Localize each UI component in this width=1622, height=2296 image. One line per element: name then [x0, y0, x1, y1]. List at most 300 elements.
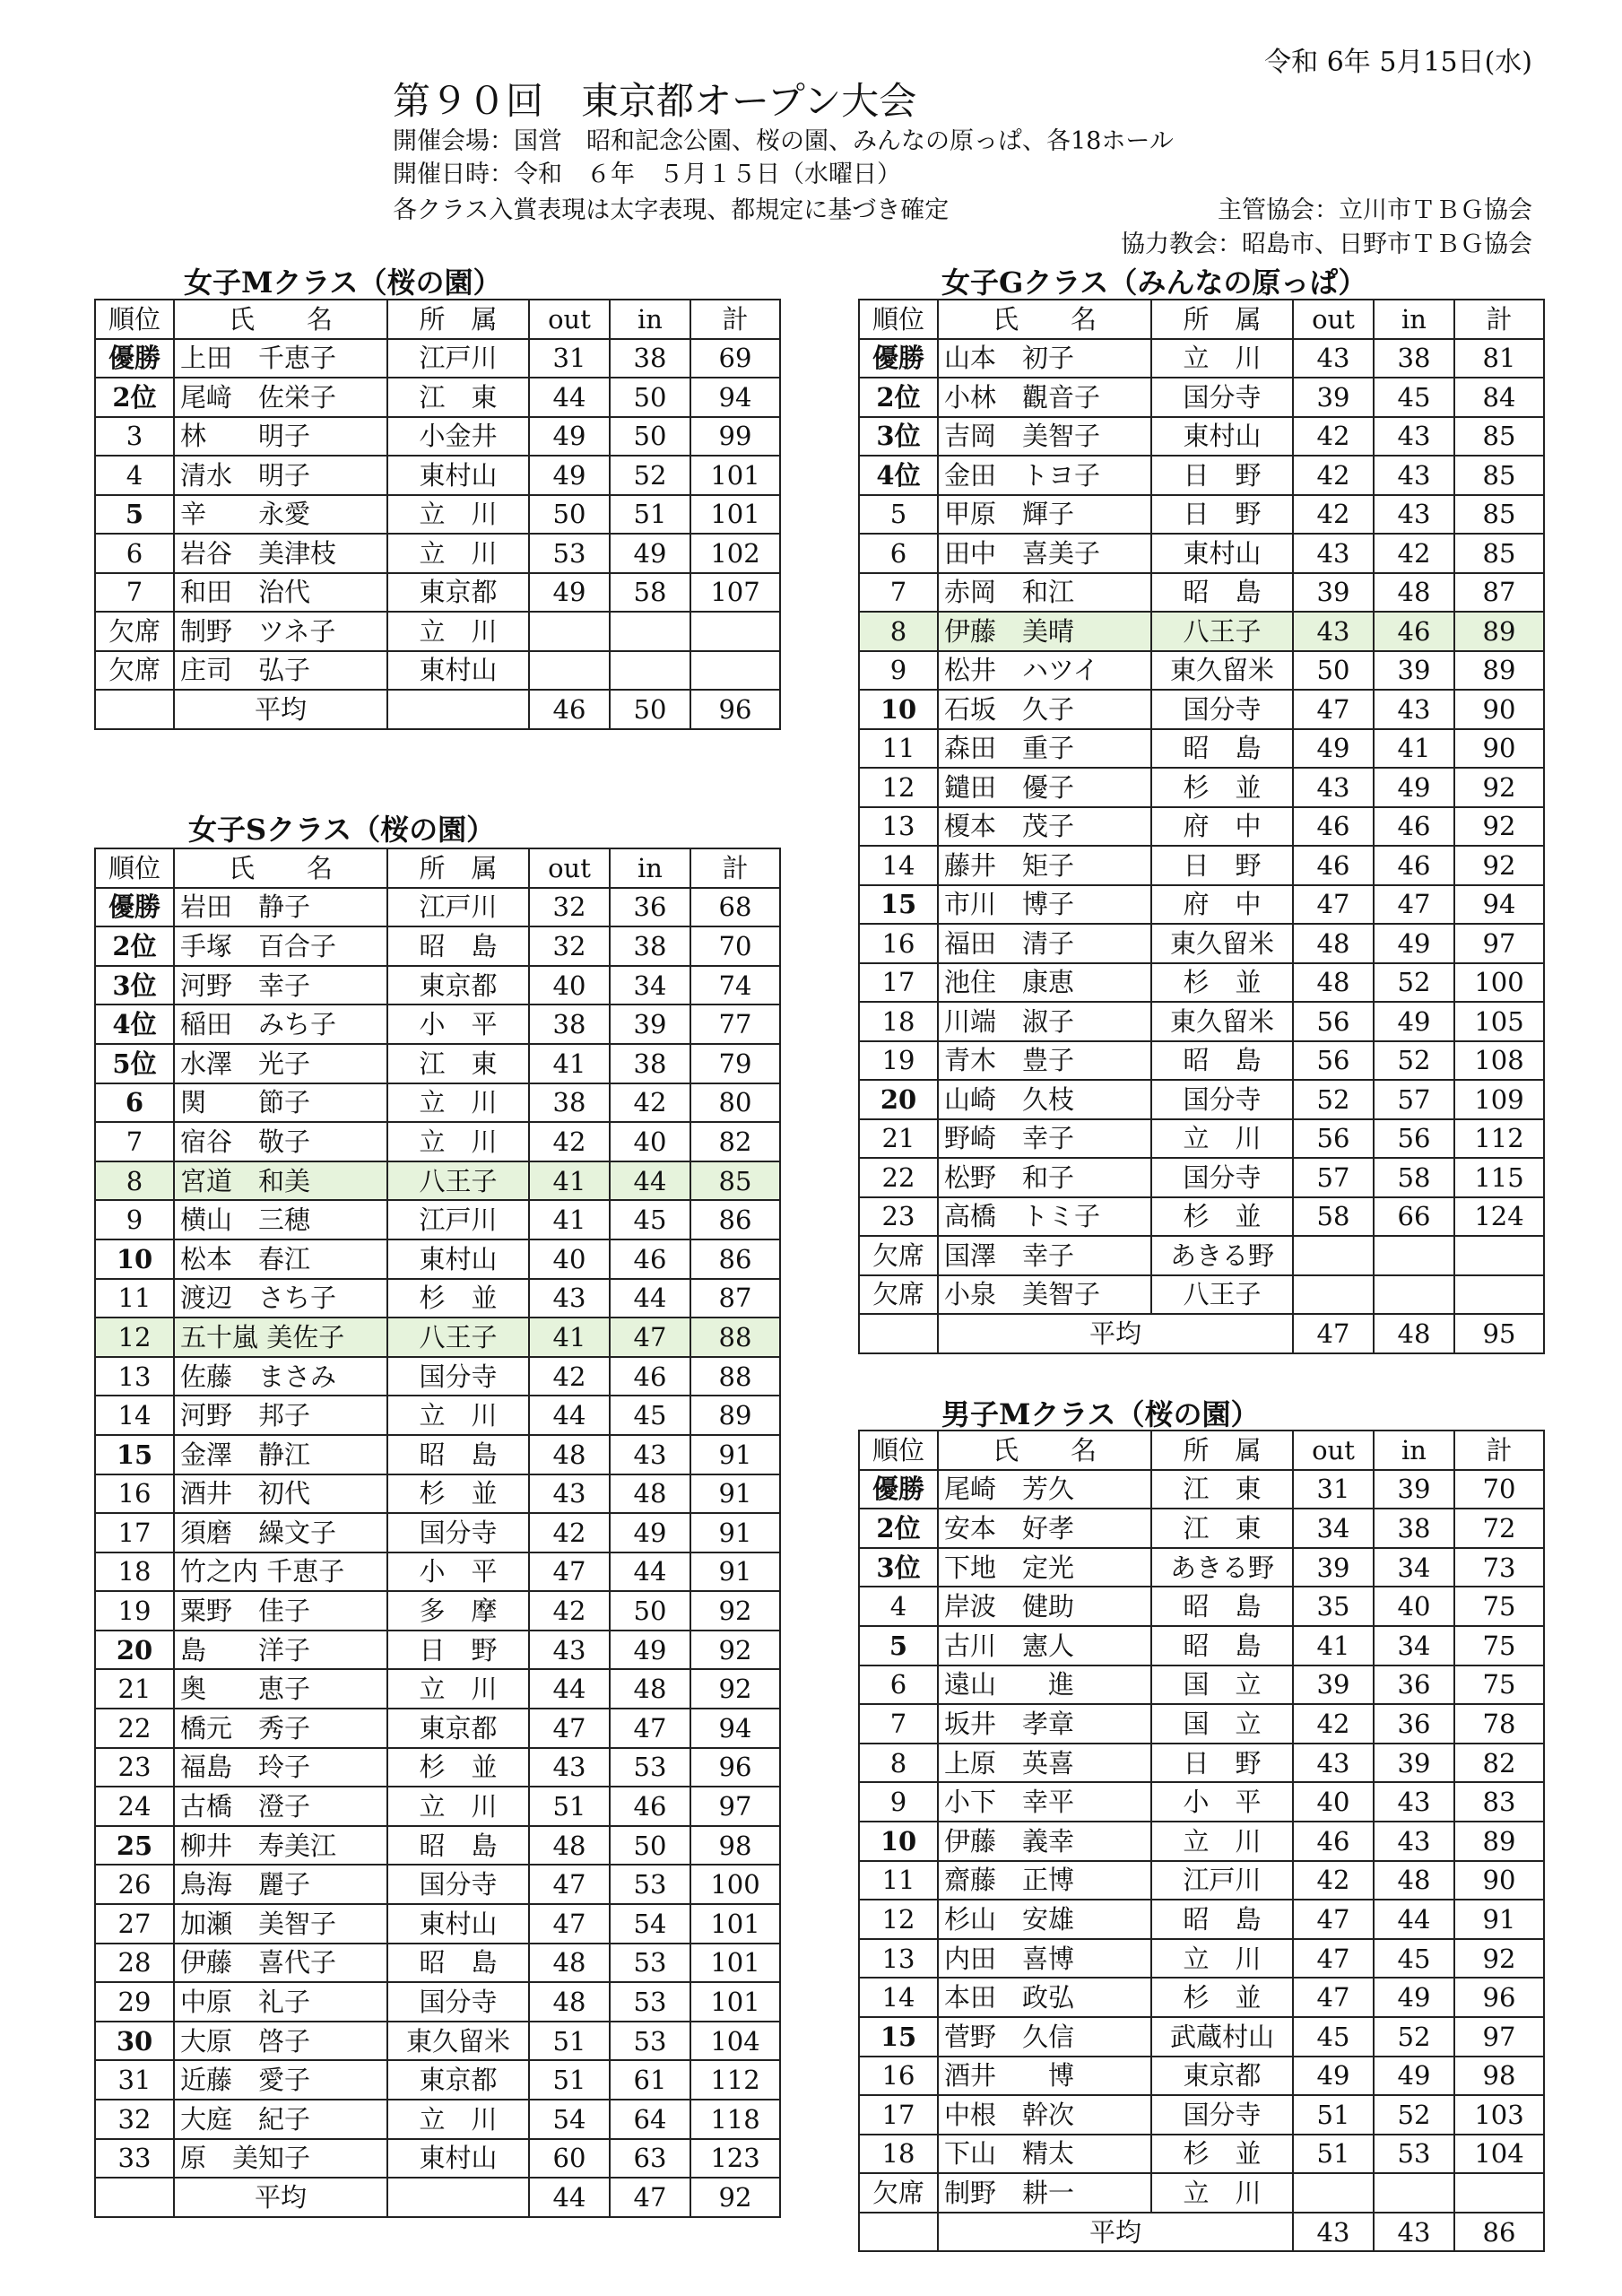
affiliation-cell: 昭 島 [387, 1944, 529, 1983]
name-cell: 青木 豊子 [938, 1041, 1151, 1081]
in-cell: 38 [1374, 1509, 1454, 1548]
rank-cell: 欠席 [859, 1236, 938, 1275]
rank-cell: 12 [859, 768, 938, 807]
name-cell: 粟野 佳子 [174, 1591, 387, 1631]
in-cell: 38 [1374, 339, 1454, 378]
rank-header: 順位 [95, 848, 174, 888]
rank-cell: 4位 [859, 456, 938, 495]
name-cell: 尾崎 芳久 [938, 1470, 1151, 1509]
affiliation-cell: 国 立 [1151, 1704, 1293, 1744]
out-cell: 48 [529, 1982, 610, 2022]
rank-cell: 欠席 [859, 1275, 938, 1315]
table-row [95, 1161, 780, 1201]
total-cell: 91 [1454, 1900, 1544, 1939]
total-cell: 102 [690, 534, 780, 573]
affiliation-cell: 八王子 [387, 1161, 529, 1201]
affiliation-cell: 杉 並 [1151, 963, 1293, 1003]
rank-cell: 9 [859, 1782, 938, 1822]
name-cell: 古橋 澄子 [174, 1787, 387, 1826]
rank-cell: 9 [859, 651, 938, 691]
total-cell: 85 [1454, 495, 1544, 535]
table-row [859, 456, 1544, 495]
table-row [95, 966, 780, 1005]
total-header: 計 [1454, 1431, 1544, 1470]
average-out: 46 [529, 690, 610, 729]
out-cell: 44 [529, 378, 610, 417]
in-cell: 56 [1374, 1119, 1454, 1159]
table-row [859, 1080, 1544, 1119]
in-cell: 39 [1374, 1744, 1454, 1783]
name-cell: 高橋 トミ子 [938, 1197, 1151, 1237]
table-row [95, 1787, 780, 1826]
table-row [859, 378, 1544, 417]
in-cell: 63 [610, 2139, 690, 2179]
table-row [859, 1626, 1544, 1665]
in-cell: 36 [1374, 1665, 1454, 1705]
out-cell: 46 [1293, 1822, 1374, 1861]
out-cell: 38 [529, 1083, 610, 1123]
name-cell: 柳井 寿美江 [174, 1826, 387, 1866]
name-cell: 野崎 幸子 [938, 1119, 1151, 1159]
in-cell: 39 [1374, 651, 1454, 691]
out-cell: 35 [1293, 1587, 1374, 1626]
average-blank-cell [95, 690, 174, 729]
in-cell: 43 [1374, 690, 1454, 729]
name-cell: 坂井 孝章 [938, 1704, 1151, 1744]
affiliation-cell: 昭 島 [1151, 1041, 1293, 1081]
total-cell: 84 [1454, 378, 1544, 417]
rank-header: 順位 [859, 1431, 938, 1470]
rank-cell: 11 [859, 729, 938, 769]
out-cell: 47 [529, 1865, 610, 1904]
name-cell: 橋元 秀子 [174, 1709, 387, 1748]
name-cell: 池住 康恵 [938, 963, 1151, 1003]
in-cell: 51 [610, 495, 690, 535]
table-row [95, 1318, 780, 1357]
table-row [859, 534, 1544, 573]
affiliation-cell: 日 野 [1151, 846, 1293, 885]
rank-cell: 優勝 [859, 1470, 938, 1509]
table-row [859, 1900, 1544, 1939]
affiliation-cell: 江 東 [387, 1044, 529, 1083]
total-cell: 91 [690, 1435, 780, 1474]
in-cell: 46 [1374, 807, 1454, 847]
average-row [859, 1314, 1544, 1353]
total-cell: 101 [690, 1944, 780, 1983]
in-cell [610, 651, 690, 691]
header-row [95, 848, 780, 888]
average-label: 平均 [174, 690, 387, 729]
affiliation-header: 所 属 [387, 300, 529, 339]
total-cell: 115 [1454, 1158, 1544, 1197]
in-header: in [610, 848, 690, 888]
average-row [95, 690, 780, 729]
name-cell: 小下 幸平 [938, 1782, 1151, 1822]
table-row [95, 1826, 780, 1866]
total-cell: 92 [1454, 768, 1544, 807]
name-cell: 本田 政弘 [938, 1978, 1151, 2017]
table-row [95, 1044, 780, 1083]
affiliation-header: 所 属 [1151, 1431, 1293, 1470]
affiliation-cell: 国 立 [1151, 1665, 1293, 1705]
out-cell: 38 [529, 1004, 610, 1044]
out-cell: 43 [1293, 612, 1374, 651]
table-row [859, 2135, 1544, 2174]
table-row [859, 1470, 1544, 1509]
rank-cell: 2位 [95, 378, 174, 417]
out-cell: 47 [529, 1709, 610, 1748]
out-cell: 52 [1293, 1080, 1374, 1119]
in-cell: 48 [610, 1474, 690, 1514]
table-row [859, 651, 1544, 691]
table-row [859, 1119, 1544, 1159]
out-cell: 44 [529, 1669, 610, 1709]
rank-cell: 32 [95, 2100, 174, 2139]
table-row [859, 1002, 1544, 1041]
in-header: in [1374, 1431, 1454, 1470]
average-label: 平均 [174, 2178, 387, 2217]
table-row [95, 1944, 780, 1983]
in-cell: 36 [610, 888, 690, 927]
affiliation-cell: 東久留米 [387, 2022, 529, 2061]
name-cell: 原 美知子 [174, 2139, 387, 2179]
affiliation-cell: 杉 並 [387, 1279, 529, 1318]
rank-cell: 4位 [95, 1004, 174, 1044]
affiliation-cell: 国分寺 [1151, 378, 1293, 417]
affiliation-cell: 東村山 [387, 1904, 529, 1944]
total-cell: 73 [1454, 1548, 1544, 1587]
name-header: 氏 名 [938, 300, 1151, 339]
out-cell: 51 [1293, 2095, 1374, 2135]
cooperation-line: 協力教会：昭島市、日野市ＴＢＧ協会 [1121, 230, 1532, 258]
out-cell: 43 [1293, 534, 1374, 573]
in-cell: 52 [1374, 2017, 1454, 2057]
out-cell: 41 [1293, 1626, 1374, 1665]
rank-cell: 17 [859, 2095, 938, 2135]
name-cell: 宮道 和美 [174, 1161, 387, 1201]
name-cell: 制野 ツネ子 [174, 612, 387, 651]
average-in: 50 [610, 690, 690, 729]
affiliation-cell: 武蔵村山 [1151, 2017, 1293, 2057]
average-label: 平均 [938, 1314, 1293, 1353]
table-row [859, 2173, 1544, 2213]
table-row [95, 1904, 780, 1944]
name-cell: 甲原 輝子 [938, 495, 1151, 535]
affiliation-cell: 江 東 [387, 378, 529, 417]
table-row [95, 1748, 780, 1787]
affiliation-cell: 国分寺 [1151, 690, 1293, 729]
rank-cell: 21 [859, 1119, 938, 1159]
name-cell: 金澤 静江 [174, 1435, 387, 1474]
affiliation-cell: 小 平 [1151, 1782, 1293, 1822]
total-cell: 100 [1454, 963, 1544, 1003]
in-header: in [610, 300, 690, 339]
name-cell: 伊藤 義幸 [938, 1822, 1151, 1861]
document-title: 第９０回 東京都オープン大会 [393, 79, 917, 123]
out-cell: 48 [529, 1826, 610, 1866]
rank-cell: 2位 [95, 926, 174, 966]
name-cell: 辛 永愛 [174, 495, 387, 535]
name-cell: 奥 恵子 [174, 1669, 387, 1709]
in-cell: 64 [610, 2100, 690, 2139]
table-row [859, 495, 1544, 535]
in-cell: 39 [610, 1004, 690, 1044]
affiliation-header: 所 属 [387, 848, 529, 888]
in-cell: 44 [610, 1161, 690, 1201]
name-cell: 近藤 愛子 [174, 2060, 387, 2100]
in-cell: 54 [610, 1904, 690, 1944]
out-cell [1293, 1275, 1374, 1315]
table-row [859, 1236, 1544, 1275]
rank-cell: 23 [859, 1197, 938, 1237]
name-cell: 田中 喜美子 [938, 534, 1151, 573]
total-cell: 94 [690, 1709, 780, 1748]
out-cell: 47 [1293, 690, 1374, 729]
affiliation-cell: 国分寺 [1151, 2095, 1293, 2135]
name-cell: 庄司 弘子 [174, 651, 387, 691]
out-cell: 58 [1293, 1197, 1374, 1237]
affiliation-cell: 立 川 [1151, 1939, 1293, 1979]
table-row [95, 1982, 780, 2022]
out-cell [1293, 1236, 1374, 1275]
in-cell: 52 [610, 456, 690, 495]
in-cell: 38 [610, 926, 690, 966]
affiliation-cell: 東村山 [1151, 417, 1293, 457]
out-cell: 41 [529, 1161, 610, 1201]
name-cell: 小泉 美智子 [938, 1275, 1151, 1315]
total-cell: 87 [690, 1279, 780, 1318]
in-cell: 43 [1374, 1822, 1454, 1861]
out-cell: 49 [529, 417, 610, 457]
affiliation-cell: 東京都 [387, 966, 529, 1005]
affiliation-cell: 昭 島 [387, 926, 529, 966]
in-cell: 45 [610, 1200, 690, 1239]
in-cell: 49 [610, 1513, 690, 1552]
table-row [95, 2100, 780, 2139]
name-cell: 松野 和子 [938, 1158, 1151, 1197]
name-cell: 加瀬 美智子 [174, 1904, 387, 1944]
total-cell: 118 [690, 2100, 780, 2139]
out-cell: 50 [529, 495, 610, 535]
rank-cell: 6 [859, 534, 938, 573]
out-cell: 43 [529, 1474, 610, 1514]
rank-cell: 25 [95, 1826, 174, 1866]
rank-cell: 欠席 [859, 2173, 938, 2213]
name-header: 氏 名 [174, 848, 387, 888]
in-cell: 49 [610, 1631, 690, 1670]
name-cell: 市川 博子 [938, 885, 1151, 925]
name-cell: 上田 千恵子 [174, 339, 387, 378]
in-cell: 66 [1374, 1197, 1454, 1237]
out-cell: 50 [1293, 651, 1374, 691]
affiliation-cell: 立 川 [1151, 1119, 1293, 1159]
out-cell: 47 [1293, 1978, 1374, 2017]
table-row [95, 1669, 780, 1709]
total-cell: 92 [690, 1591, 780, 1631]
table-row [95, 1513, 780, 1552]
table-row [95, 651, 780, 691]
name-cell: 清水 明子 [174, 456, 387, 495]
in-cell: 44 [610, 1279, 690, 1318]
affiliation-cell: 立 川 [387, 1122, 529, 1161]
table-row [859, 1548, 1544, 1587]
rank-cell: 6 [95, 534, 174, 573]
out-cell: 48 [1293, 924, 1374, 963]
rank-cell: 5位 [95, 1044, 174, 1083]
average-out: 43 [1293, 2213, 1374, 2252]
table-row [95, 2022, 780, 2061]
name-cell: 上原 英喜 [938, 1744, 1151, 1783]
in-cell: 61 [610, 2060, 690, 2100]
total-cell: 90 [1454, 1861, 1544, 1900]
table-row [859, 924, 1544, 963]
name-cell: 酒井 初代 [174, 1474, 387, 1514]
total-cell: 75 [1454, 1626, 1544, 1665]
out-cell: 32 [529, 926, 610, 966]
in-cell: 48 [610, 1669, 690, 1709]
affiliation-cell: 八王子 [1151, 1275, 1293, 1315]
rank-cell: 18 [859, 2135, 938, 2174]
out-cell: 47 [529, 1552, 610, 1592]
total-cell: 80 [690, 1083, 780, 1123]
out-cell: 49 [1293, 2057, 1374, 2096]
rank-cell: 20 [859, 1080, 938, 1119]
organizer-line: 主管協会：立川市ＴＢＧ協会 [1218, 196, 1532, 224]
name-cell: 佐藤 まさみ [174, 1357, 387, 1396]
affiliation-cell: 昭 島 [1151, 729, 1293, 769]
average-total: 95 [1454, 1314, 1544, 1353]
affiliation-cell: 国分寺 [387, 1357, 529, 1396]
out-cell: 41 [529, 1200, 610, 1239]
in-cell: 49 [1374, 1002, 1454, 1041]
rank-cell: 12 [95, 1318, 174, 1357]
out-cell: 40 [1293, 1782, 1374, 1822]
table-row [95, 926, 780, 966]
rank-cell: 11 [859, 1861, 938, 1900]
out-cell [529, 612, 610, 651]
name-cell: 五十嵐 美佐子 [174, 1318, 387, 1357]
out-cell: 42 [529, 1591, 610, 1631]
name-cell: 赤岡 和江 [938, 573, 1151, 613]
total-cell: 77 [690, 1004, 780, 1044]
out-header: out [529, 300, 610, 339]
out-cell: 47 [529, 1904, 610, 1944]
in-cell [1374, 1275, 1454, 1315]
women-m-table [94, 299, 781, 730]
affiliation-cell: 日 野 [1151, 456, 1293, 495]
total-cell: 79 [690, 1044, 780, 1083]
total-cell: 94 [690, 378, 780, 417]
rank-cell: 29 [95, 1982, 174, 2022]
total-cell: 89 [1454, 612, 1544, 651]
table-row [95, 378, 780, 417]
in-cell: 53 [1374, 2135, 1454, 2174]
table-row [95, 1004, 780, 1044]
affiliation-cell: 立 川 [1151, 339, 1293, 378]
venue-line: 開催会場：国営 昭和記念公園、桜の園、みんなの原っぱ、各18ホール [393, 127, 1174, 155]
total-cell: 91 [690, 1513, 780, 1552]
total-cell: 91 [690, 1474, 780, 1514]
in-cell: 34 [1374, 1548, 1454, 1587]
datetime-line: 開催日時：令和 ６年 ５月１５日（水曜日） [393, 161, 901, 188]
table-row [859, 1939, 1544, 1979]
name-cell: 制野 耕一 [938, 2173, 1151, 2213]
rank-cell: 28 [95, 1944, 174, 1983]
affiliation-cell: 小金井 [387, 417, 529, 457]
table-row [95, 1552, 780, 1592]
total-cell: 75 [1454, 1665, 1544, 1705]
in-cell: 45 [610, 1396, 690, 1435]
in-cell: 49 [1374, 2057, 1454, 2096]
rank-cell: 7 [859, 573, 938, 613]
in-cell: 49 [1374, 1978, 1454, 2017]
out-cell [1293, 2173, 1374, 2213]
in-cell: 47 [610, 1709, 690, 1748]
average-total: 92 [690, 2178, 780, 2217]
average-total: 86 [1454, 2213, 1544, 2252]
affiliation-cell: 立 川 [387, 495, 529, 535]
name-cell: 渡辺 さち子 [174, 1279, 387, 1318]
rank-cell: 33 [95, 2139, 174, 2179]
total-cell: 74 [690, 966, 780, 1005]
in-cell: 53 [610, 1944, 690, 1983]
table-row [859, 1861, 1544, 1900]
average-blank-cell [859, 1314, 938, 1353]
rank-cell: 30 [95, 2022, 174, 2061]
rank-cell: 11 [95, 1279, 174, 1318]
table-row [859, 417, 1544, 457]
out-cell: 39 [1293, 1665, 1374, 1705]
name-cell: 岸波 健助 [938, 1587, 1151, 1626]
total-cell: 75 [1454, 1587, 1544, 1626]
total-cell: 82 [1454, 1744, 1544, 1783]
out-cell: 46 [1293, 846, 1374, 885]
total-cell [1454, 1236, 1544, 1275]
out-cell: 49 [529, 456, 610, 495]
rank-cell: 13 [859, 807, 938, 847]
name-cell: 尾﨑 佐栄子 [174, 378, 387, 417]
total-cell: 85 [1454, 456, 1544, 495]
table-row [95, 573, 780, 613]
name-cell: 金田 トヨ子 [938, 456, 1151, 495]
in-cell: 57 [1374, 1080, 1454, 1119]
out-cell: 56 [1293, 1119, 1374, 1159]
total-cell: 101 [690, 1982, 780, 2022]
out-cell: 34 [1293, 1509, 1374, 1548]
out-cell: 42 [529, 1357, 610, 1396]
name-cell: 遠山 進 [938, 1665, 1151, 1705]
table-row [95, 1396, 780, 1435]
affiliation-cell: 立 川 [1151, 2173, 1293, 2213]
out-cell: 41 [529, 1044, 610, 1083]
name-cell: 菅野 久信 [938, 2017, 1151, 2057]
affiliation-cell: 昭 島 [1151, 1900, 1293, 1939]
out-cell: 43 [1293, 1744, 1374, 1783]
name-cell: 吉岡 美智子 [938, 417, 1151, 457]
affiliation-cell: 日 野 [1151, 495, 1293, 535]
total-cell: 81 [1454, 339, 1544, 378]
affiliation-cell: 小 平 [387, 1004, 529, 1044]
in-cell: 43 [1374, 417, 1454, 457]
total-cell: 92 [1454, 807, 1544, 847]
total-cell: 70 [1454, 1470, 1544, 1509]
rank-cell: 18 [859, 1002, 938, 1041]
total-cell: 112 [690, 2060, 780, 2100]
table-row [95, 612, 780, 651]
table-row [859, 1041, 1544, 1081]
name-cell: 川端 淑子 [938, 1002, 1151, 1041]
in-cell: 47 [610, 1318, 690, 1357]
